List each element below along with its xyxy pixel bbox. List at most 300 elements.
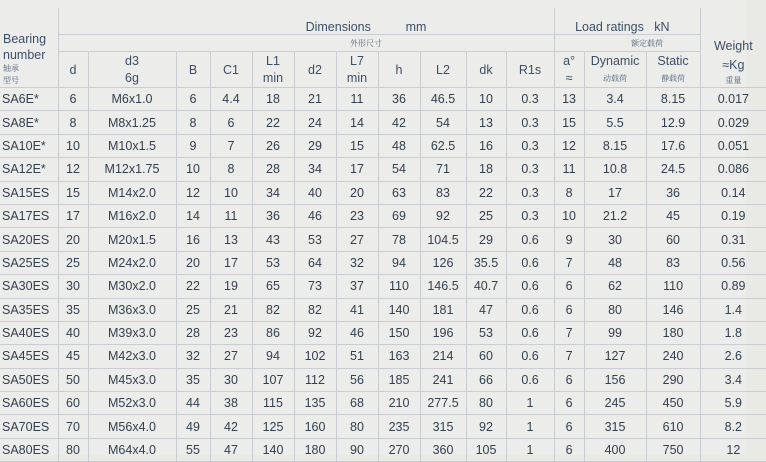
table-cell: M16x2.0	[88, 204, 176, 227]
table-cell: 47	[210, 438, 252, 461]
table-cell: 94	[378, 251, 420, 274]
table-cell: 12	[554, 134, 584, 157]
table-cell: 22	[466, 181, 506, 204]
table-cell: 6	[554, 368, 584, 391]
table-row	[0, 251, 766, 274]
table-cell: 110	[378, 275, 420, 298]
bearing-cn-label-1: 轴承	[3, 64, 19, 73]
table-cell: 0.19	[700, 204, 766, 227]
table-cell: 9	[554, 228, 584, 251]
col-L7-label: L7	[350, 53, 364, 68]
table-cell: 30	[584, 228, 646, 251]
table-cell: 13	[210, 228, 252, 251]
table-cell: 126	[420, 251, 466, 274]
table-cell: 5.5	[584, 111, 646, 134]
table-cell: 360	[420, 438, 466, 461]
table-cell: 35.5	[466, 251, 506, 274]
table-cell: 196	[420, 321, 466, 344]
col-dynamic-label: Dynamic	[590, 53, 640, 68]
table-cell: 2.6	[700, 345, 766, 368]
col-L7	[336, 52, 378, 88]
table-cell: 94	[252, 345, 294, 368]
table-cell: M30x2.0	[88, 275, 176, 298]
table-cell: 104.5	[420, 228, 466, 251]
table-cell: 20	[58, 228, 88, 251]
table-cell: 9	[176, 134, 210, 157]
table-cell: 12	[176, 181, 210, 204]
table-cell: 20	[336, 181, 378, 204]
table-cell: 92	[466, 415, 506, 438]
bearing-number-cell: SA40ES	[0, 321, 58, 344]
table-cell: 7	[554, 251, 584, 274]
table-cell: 10	[210, 181, 252, 204]
table-cell: 60	[466, 345, 506, 368]
table-cell: 6	[176, 88, 210, 111]
table-cell: 8.2	[700, 415, 766, 438]
table-row	[0, 204, 766, 227]
table-cell: 36	[646, 181, 700, 204]
table-cell: 185	[378, 368, 420, 391]
table-cell: 32	[176, 345, 210, 368]
table-row	[0, 345, 766, 368]
table-cell: 0.051	[700, 134, 766, 157]
col-a-sub: ≈	[565, 70, 573, 85]
table-cell: 0.56	[700, 251, 766, 274]
table-cell: 42	[378, 111, 420, 134]
bearing-number-label: Bearing	[3, 32, 47, 46]
table-cell: 68	[336, 392, 378, 415]
table-cell: 12	[700, 438, 766, 461]
table-cell: 62.5	[420, 134, 466, 157]
table-cell: 146	[646, 298, 700, 321]
table-cell: 245	[584, 392, 646, 415]
bearing-number-cell: SA17ES	[0, 204, 58, 227]
table-cell: 15	[336, 134, 378, 157]
table-cell: 53	[294, 228, 336, 251]
bearing-number-cell: SA15ES	[0, 181, 58, 204]
col-d3-label: d3	[125, 53, 139, 68]
table-cell: 18	[252, 88, 294, 111]
table-row	[0, 181, 766, 204]
table-cell: 45	[646, 204, 700, 227]
table-row	[0, 298, 766, 321]
col-B: B	[176, 52, 210, 88]
table-cell: 163	[378, 345, 420, 368]
table-cell: 66	[466, 368, 506, 391]
table-cell: 43	[252, 228, 294, 251]
table-cell: 400	[584, 438, 646, 461]
table-row	[0, 134, 766, 157]
table-cell: 6	[554, 392, 584, 415]
table-cell: 450	[646, 392, 700, 415]
col-L1-sub: min	[262, 70, 284, 85]
col-d3-sub: 6g	[125, 70, 139, 85]
dimensions-label: Dimensions	[305, 20, 371, 34]
table-cell: 235	[378, 415, 420, 438]
table-cell: 1	[506, 392, 554, 415]
table-cell: 140	[252, 438, 294, 461]
table-cell: 46.5	[420, 88, 466, 111]
col-R1s: R1s	[506, 52, 554, 88]
table-cell: 17	[58, 204, 88, 227]
bearing-number-cell: SA45ES	[0, 345, 58, 368]
table-cell: 42	[210, 415, 252, 438]
table-cell: 3.4	[700, 368, 766, 391]
table-cell: 7	[554, 321, 584, 344]
table-cell: 71	[420, 158, 466, 181]
table-cell: 29	[294, 134, 336, 157]
table-cell: 0.14	[700, 181, 766, 204]
table-cell: 53	[466, 321, 506, 344]
table-cell: 25	[176, 298, 210, 321]
col-static-label: Static	[657, 53, 689, 68]
table-cell: M39x3.0	[88, 321, 176, 344]
col-d2: d2	[294, 52, 336, 88]
table-cell: 1.8	[700, 321, 766, 344]
table-cell: 51	[336, 345, 378, 368]
bearing-number-label-2: number	[3, 48, 46, 62]
table-cell: 54	[420, 111, 466, 134]
table-cell: 38	[210, 392, 252, 415]
table-cell: 86	[252, 321, 294, 344]
table-cell: M24x2.0	[88, 251, 176, 274]
table-cell: 15	[58, 181, 88, 204]
table-cell: 0.6	[506, 368, 554, 391]
bearing-cn-label-2: 型号	[3, 76, 19, 85]
table-cell: 0.6	[506, 251, 554, 274]
table-cell: 80	[58, 438, 88, 461]
table-cell: 80	[336, 415, 378, 438]
table-cell: 6	[554, 415, 584, 438]
table-row	[0, 228, 766, 251]
table-cell: 750	[646, 438, 700, 461]
table-cell: 6	[554, 438, 584, 461]
table-cell: 78	[378, 228, 420, 251]
weight-label: Weight	[713, 39, 753, 53]
table-cell: 10	[554, 204, 584, 227]
table-cell: 17	[584, 181, 646, 204]
table-cell: 69	[378, 204, 420, 227]
table-cell: 63	[378, 181, 420, 204]
table-cell: M64x4.0	[88, 438, 176, 461]
bearing-number-cell: SA25ES	[0, 251, 58, 274]
bearing-number-header	[0, 8, 58, 88]
table-cell: 0.3	[506, 204, 554, 227]
table-cell: 11	[554, 158, 584, 181]
bearing-number-cell: SA6E*	[0, 88, 58, 111]
table-cell: 150	[378, 321, 420, 344]
table-row	[0, 321, 766, 344]
table-cell: 12	[58, 158, 88, 181]
table-cell: 12.9	[646, 111, 700, 134]
table-cell: 83	[420, 181, 466, 204]
table-cell: 14	[336, 111, 378, 134]
table-cell: 30	[58, 275, 88, 298]
weight-unit: ≈Kg	[722, 58, 745, 72]
table-cell: 112	[294, 368, 336, 391]
table-cell: 21	[210, 298, 252, 321]
table-cell: 35	[176, 368, 210, 391]
table-cell: 0.6	[506, 321, 554, 344]
table-cell: 20	[176, 251, 210, 274]
table-cell: 315	[584, 415, 646, 438]
table-cell: 28	[176, 321, 210, 344]
table-cell: 19	[210, 275, 252, 298]
weight-header	[700, 8, 766, 88]
col-C1: C1	[210, 52, 252, 88]
table-cell: M36x3.0	[88, 298, 176, 321]
bearing-number-cell: SA80ES	[0, 438, 58, 461]
col-L1-label: L1	[266, 53, 280, 68]
table-cell: 110	[646, 275, 700, 298]
table-cell: 48	[584, 251, 646, 274]
table-cell: 1	[506, 415, 554, 438]
table-cell: M56x4.0	[88, 415, 176, 438]
table-cell: 1.4	[700, 298, 766, 321]
table-cell: 8.15	[646, 88, 700, 111]
table-cell: 48	[378, 134, 420, 157]
table-body	[0, 88, 766, 462]
table-row	[0, 111, 766, 134]
table-cell: 25	[466, 204, 506, 227]
table-cell: 83	[646, 251, 700, 274]
table-cell: 21	[294, 88, 336, 111]
table-cell: 11	[210, 204, 252, 227]
table-cell: 11	[336, 88, 378, 111]
table-cell: 99	[584, 321, 646, 344]
table-cell: 26	[252, 134, 294, 157]
table-cell: 73	[294, 275, 336, 298]
table-cell: 70	[58, 415, 88, 438]
table-cell: 22	[252, 111, 294, 134]
table-cell: 156	[584, 368, 646, 391]
table-cell: M52x3.0	[88, 392, 176, 415]
table-cell: 24.5	[646, 158, 700, 181]
table-cell: 146.5	[420, 275, 466, 298]
bearing-number-cell: SA70ES	[0, 415, 58, 438]
table-cell: 16	[466, 134, 506, 157]
table-cell: 27	[336, 228, 378, 251]
table-cell: 135	[294, 392, 336, 415]
table-cell: 40	[58, 321, 88, 344]
table-cell: 8	[554, 181, 584, 204]
table-cell: M6x1.0	[88, 88, 176, 111]
table-cell: 241	[420, 368, 466, 391]
table-cell: 115	[252, 392, 294, 415]
table-cell: 60	[646, 228, 700, 251]
bearing-number-cell: SA12E*	[0, 158, 58, 181]
table-row	[0, 88, 766, 111]
col-a-label: a°	[563, 53, 576, 68]
table-cell: 6	[554, 275, 584, 298]
table-cell: 0.3	[506, 181, 554, 204]
table-cell: 160	[294, 415, 336, 438]
table-cell: 8	[176, 111, 210, 134]
table-cell: 24	[294, 111, 336, 134]
dimensions-unit: mm	[405, 20, 427, 34]
table-cell: 8	[58, 111, 88, 134]
table-cell: 210	[378, 392, 420, 415]
table-cell: 140	[378, 298, 420, 321]
table-cell: M14x2.0	[88, 181, 176, 204]
table-cell: 28	[252, 158, 294, 181]
table-cell: M8x1.25	[88, 111, 176, 134]
table-cell: 17.6	[646, 134, 700, 157]
bearing-number-cell: SA60ES	[0, 392, 58, 415]
table-cell: 46	[294, 204, 336, 227]
table-cell: 290	[646, 368, 700, 391]
table-cell: 41	[336, 298, 378, 321]
table-cell: 5.9	[700, 392, 766, 415]
table-cell: 27	[210, 345, 252, 368]
table-cell: 277.5	[420, 392, 466, 415]
col-dynamic-cn: 动载荷	[603, 73, 628, 83]
table-cell: 90	[336, 438, 378, 461]
dimensions-cn-header: 外形尺寸	[58, 35, 554, 52]
table-cell: 37	[336, 275, 378, 298]
col-static-cn: 静载荷	[661, 73, 686, 83]
table-cell: 4.4	[210, 88, 252, 111]
bearing-number-cell: SA30ES	[0, 275, 58, 298]
table-cell: 181	[420, 298, 466, 321]
load-unit: kN	[654, 20, 670, 34]
table-cell: 47	[466, 298, 506, 321]
table-cell: 82	[294, 298, 336, 321]
table-cell: 16	[176, 228, 210, 251]
table-cell: 15	[554, 111, 584, 134]
table-cell: 0.3	[506, 158, 554, 181]
weight-cn-label: 重量	[725, 76, 742, 85]
table-cell: 0.31	[700, 228, 766, 251]
table-cell: 32	[336, 251, 378, 274]
table-cell: 7	[210, 134, 252, 157]
table-cell: 125	[252, 415, 294, 438]
table-cell: 17	[336, 158, 378, 181]
load-ratings-header	[554, 8, 700, 35]
table-cell: 44	[176, 392, 210, 415]
col-dk: dk	[466, 52, 506, 88]
table-cell: 0.3	[506, 111, 554, 134]
table-cell: 80	[466, 392, 506, 415]
table-row	[0, 158, 766, 181]
table-cell: M12x1.75	[88, 158, 176, 181]
table-cell: M42x3.0	[88, 345, 176, 368]
table-cell: 23	[336, 204, 378, 227]
table-cell: 64	[294, 251, 336, 274]
table-cell: 82	[252, 298, 294, 321]
load-cn-header: 额定载荷	[554, 35, 700, 52]
table-cell: 0.029	[700, 111, 766, 134]
table-cell: 65	[252, 275, 294, 298]
table-row	[0, 368, 766, 391]
table-cell: 80	[584, 298, 646, 321]
table-cell: 180	[646, 321, 700, 344]
table-row	[0, 392, 766, 415]
table-cell: 50	[58, 368, 88, 391]
table-cell: 105	[466, 438, 506, 461]
col-static	[646, 52, 700, 88]
bearing-number-cell: SA50ES	[0, 368, 58, 391]
table-cell: 53	[252, 251, 294, 274]
table-cell: 22	[176, 275, 210, 298]
table-cell: 102	[294, 345, 336, 368]
table-cell: 6	[554, 298, 584, 321]
table-cell: 0.6	[506, 275, 554, 298]
table-cell: 7	[554, 345, 584, 368]
load-ratings-label: Load ratings	[575, 20, 644, 34]
table-cell: 0.086	[700, 158, 766, 181]
table-cell: 21.2	[584, 204, 646, 227]
table-cell: 0.6	[506, 298, 554, 321]
table-cell: 40.7	[466, 275, 506, 298]
table-cell: 10.8	[584, 158, 646, 181]
table-cell: 0.017	[700, 88, 766, 111]
table-cell: 54	[378, 158, 420, 181]
table-row	[0, 275, 766, 298]
table-cell: 56	[336, 368, 378, 391]
table-cell: 60	[58, 392, 88, 415]
table-cell: 35	[58, 298, 88, 321]
table-cell: 10	[58, 134, 88, 157]
table-cell: 610	[646, 415, 700, 438]
table-cell: 315	[420, 415, 466, 438]
table-cell: 270	[378, 438, 420, 461]
col-L7-sub: min	[346, 70, 368, 85]
table-cell: M10x1.5	[88, 134, 176, 157]
table-cell: 1	[506, 438, 554, 461]
table-cell: 30	[210, 368, 252, 391]
table-cell: 13	[554, 88, 584, 111]
table-cell: 36	[252, 204, 294, 227]
table-cell: 240	[646, 345, 700, 368]
table-cell: 0.3	[506, 88, 554, 111]
table-cell: 107	[252, 368, 294, 391]
table-cell: 29	[466, 228, 506, 251]
table-cell: 10	[176, 158, 210, 181]
col-h: h	[378, 52, 420, 88]
table-cell: 46	[336, 321, 378, 344]
col-d3	[88, 52, 176, 88]
col-dynamic	[584, 52, 646, 88]
table-cell: 8.15	[584, 134, 646, 157]
table-cell: 6	[58, 88, 88, 111]
table-cell: 214	[420, 345, 466, 368]
table-cell: 40	[294, 181, 336, 204]
col-L2: L2	[420, 52, 466, 88]
table-cell: 55	[176, 438, 210, 461]
table-cell: 49	[176, 415, 210, 438]
bearing-number-cell: SA8E*	[0, 111, 58, 134]
table-cell: 23	[210, 321, 252, 344]
table-cell: 92	[420, 204, 466, 227]
table-row	[0, 438, 766, 461]
table-cell: 14	[176, 204, 210, 227]
table-cell: 45	[58, 345, 88, 368]
table-cell: 0.6	[506, 345, 554, 368]
bearing-number-cell: SA35ES	[0, 298, 58, 321]
table-cell: 92	[294, 321, 336, 344]
table-cell: 18	[466, 158, 506, 181]
table-cell: 127	[584, 345, 646, 368]
table-cell: 62	[584, 275, 646, 298]
table-cell: 10	[466, 88, 506, 111]
table-cell: 25	[58, 251, 88, 274]
table-cell: 34	[252, 181, 294, 204]
table-cell: M45x3.0	[88, 368, 176, 391]
col-L1	[252, 52, 294, 88]
table-cell: 0.89	[700, 275, 766, 298]
bearing-number-cell: SA10E*	[0, 134, 58, 157]
